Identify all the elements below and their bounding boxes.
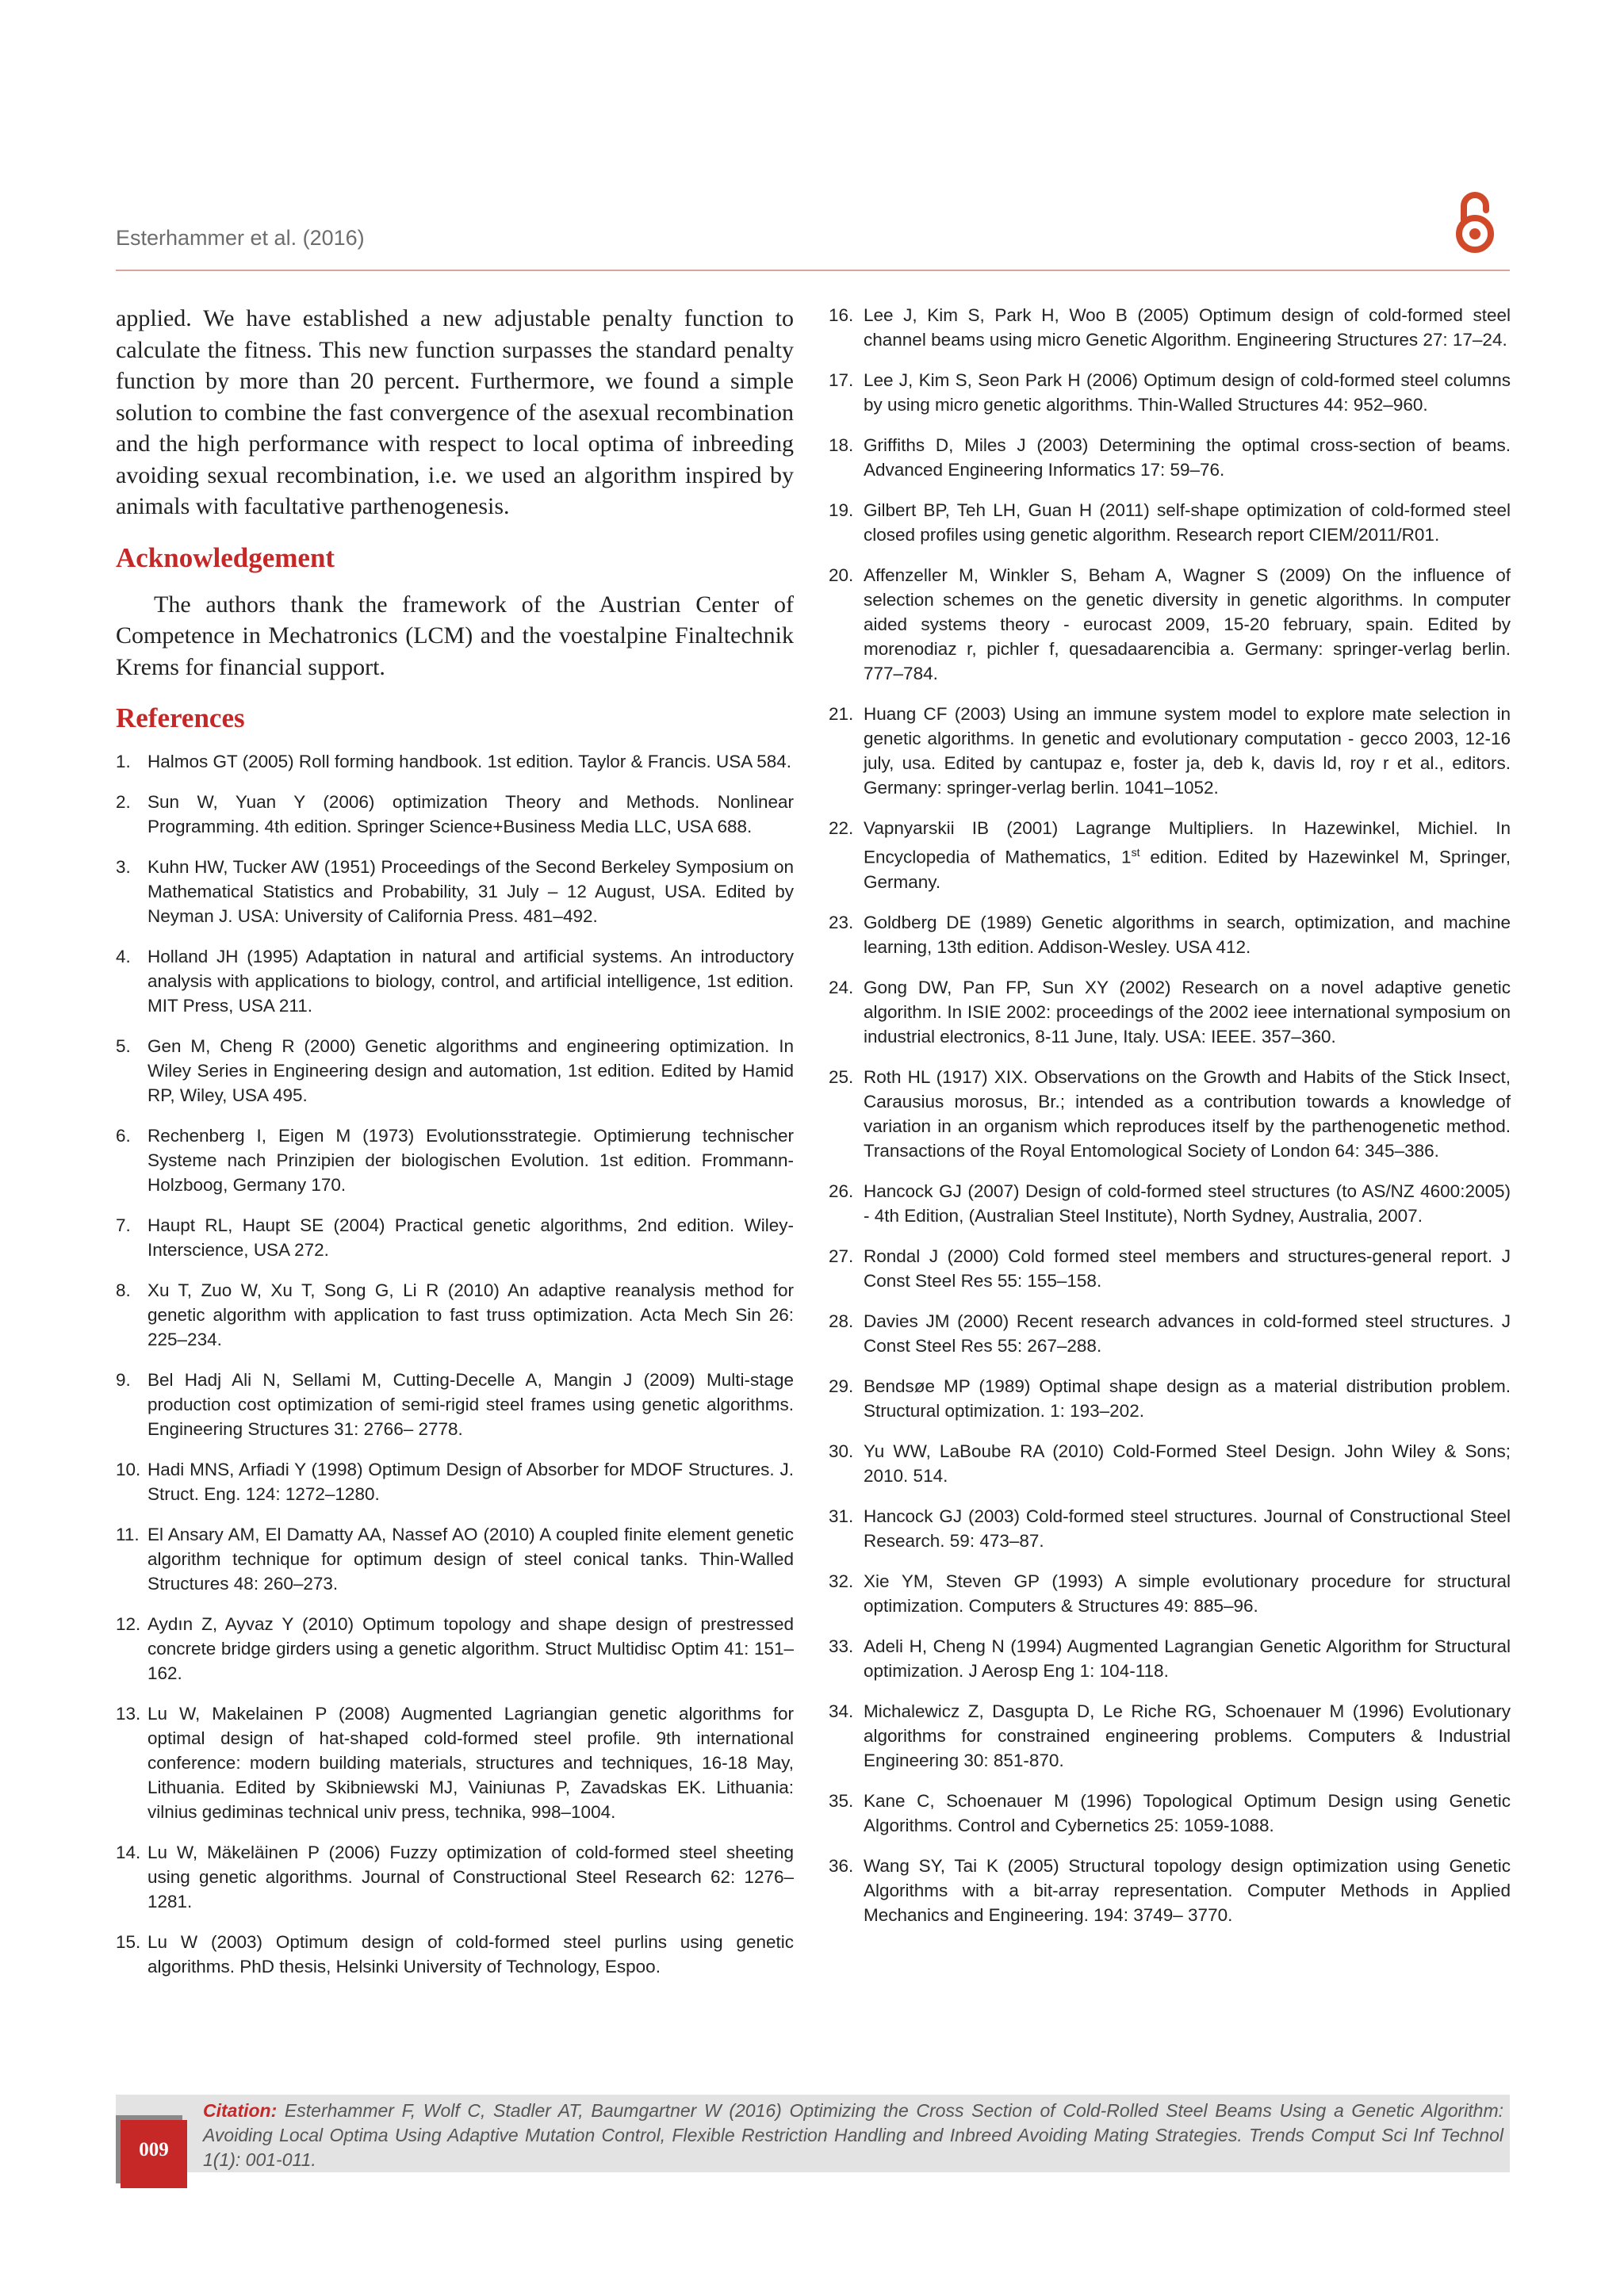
acknowledgement-heading: Acknowledgement xyxy=(116,541,335,573)
header-divider xyxy=(116,270,1510,271)
reference-number: 22. xyxy=(829,818,854,838)
reference-number: 6. xyxy=(116,1126,131,1146)
reference-text: Affenzeller M, Winkler S, Beham A, Wagner S (2009) On the influence of selection schemes on the genetic diversity in genetic algorithms. In computer aided systems theory - eurocast 2009, 15-20 february, spain. Edited by morenodiaz r, pichler f, quesadaarencibia a. Germany: springer-verlag berlin. 777–784. xyxy=(864,565,1511,683)
reference-number: 27. xyxy=(829,1246,854,1266)
reference-item xyxy=(829,975,1511,1049)
reference-number: 24. xyxy=(829,977,854,997)
reference-item xyxy=(829,1309,1511,1358)
reference-number: 36. xyxy=(829,1855,854,1876)
reference-text: Rondal J (2000) Cold formed steel members and structures-general report. J Const Steel Res 55: 155–158. xyxy=(864,1246,1511,1291)
reference-number: 3. xyxy=(116,857,131,877)
reference-number: 20. xyxy=(829,565,854,585)
reference-item xyxy=(829,910,1511,959)
reference-item xyxy=(829,1504,1511,1553)
reference-text: Gilbert BP, Teh LH, Guan H (2011) self-shape optimization of cold-formed steel closed profiles using genetic algorithm. Research report CIEM/2011/R01. xyxy=(864,500,1511,545)
reference-item xyxy=(829,498,1511,547)
reference-number: 32. xyxy=(829,1571,854,1591)
reference-number: 11. xyxy=(116,1525,140,1544)
reference-number: 23. xyxy=(829,912,854,932)
reference-text: Yu WW, LaBoube RA (2010) Cold-Formed Steel Design. John Wiley & Sons; 2010. 514. xyxy=(864,1441,1511,1486)
reference-item xyxy=(116,944,794,1018)
reference-number: 18. xyxy=(829,435,854,455)
reference-text: Huang CF (2003) Using an immune system model to explore mate selection in genetic algorithms. In genetic and evolutionary computation - gecco 2003, 12-16 july, usa. Edited by cantupaz e, foster ja, deb k, davis ld, roy r et al., editors. Germany: springer-verlag berlin. 1041–1052. xyxy=(864,704,1511,798)
reference-text: Michalewicz Z, Dasgupta D, Le Riche RG, Schoenauer M (1996) Evolutionary algorithms for constrained engineering problems. Computers & Industrial Engineering 30: 851-870. xyxy=(864,1701,1511,1770)
reference-list-left xyxy=(116,749,794,1979)
reference-text: Adeli H, Cheng N (1994) Augmented Lagrangian Genetic Algorithm for Structural optimization. J Aerosp Eng 1: 104-118. xyxy=(864,1636,1511,1681)
reference-text: Xie YM, Steven GP (1993) A simple evolutionary procedure for structural optimization. Computers & Structures 49: 885–96. xyxy=(864,1571,1511,1616)
reference-item xyxy=(116,1701,794,1824)
reference-item xyxy=(829,1854,1511,1927)
reference-number: 2. xyxy=(116,792,131,812)
left-column xyxy=(116,303,794,1995)
reference-number: 30. xyxy=(829,1441,854,1461)
reference-number: 10. xyxy=(116,1460,141,1479)
reference-text-part: Vapnyarskii IB (2001) Lagrange Multipliers. In Hazewinkel, Michiel. In Encyclopedia of Mathematics, 1 xyxy=(864,818,1511,867)
reference-text: Hancock GJ (2007) Design of cold-formed steel structures (to AS/NZ 4600:2005) - 4th Edition, (Australian Steel Institute), North Sydney, Australia, 2007. xyxy=(864,1181,1511,1226)
reference-text: El Ansary AM, El Damatty AA, Nassef AO (2010) A coupled finite element genetic algorithm technique for optimum design of steel conical tanks. Thin-Walled Structures 48: 260–273. xyxy=(147,1525,794,1594)
reference-text: Hadi MNS, Arfiadi Y (1998) Optimum Design of Absorber for MDOF Structures. J. Struct. Eng. 124: 1272–1280. xyxy=(147,1460,794,1504)
reference-item xyxy=(116,1123,794,1197)
reference-number: 8. xyxy=(116,1280,131,1300)
reference-item xyxy=(116,1840,794,1914)
reference-superscript: st xyxy=(1131,846,1140,859)
reference-number: 34. xyxy=(829,1701,854,1721)
reference-text: Lu W, Makelainen P (2008) Augmented Lagriangian genetic algorithms for optimal design of hat-shaped cold-formed steel profile. 9th international conference: modern building materials, structures and techniques, 16-18 May, Lithuania. Edited by Skibniewski MJ, Vainiunas P, Zavadskas EK. Lithuania: vilnius gediminas technical univ press, technika, 998–1004. xyxy=(147,1704,794,1822)
reference-text: Davies JM (2000) Recent research advances in cold-formed steel structures. J Const Steel Res 55: 267–288. xyxy=(864,1311,1511,1356)
right-column xyxy=(829,303,1511,1943)
citation-label: Citation: xyxy=(203,2100,278,2121)
reference-item xyxy=(116,855,794,928)
reference-item xyxy=(829,303,1511,352)
reference-item xyxy=(116,749,794,774)
reference-text: Gen M, Cheng R (2000) Genetic algorithms and engineering optimization. In Wiley Series in Engineering design and automation, 1st edition. Edited by Hamid RP, Wiley, USA 495. xyxy=(147,1036,794,1105)
reference-text: Xu T, Zuo W, Xu T, Song G, Li R (2010) An adaptive reanalysis method for genetic algorithm with application to fast truss optimization. Acta Mech Sin 26: 225–234. xyxy=(147,1280,794,1349)
reference-number: 17. xyxy=(829,370,854,390)
reference-number: 26. xyxy=(829,1181,854,1201)
reference-number: 29. xyxy=(829,1376,854,1396)
reference-number: 19. xyxy=(829,500,854,520)
reference-item xyxy=(116,1368,794,1441)
reference-item xyxy=(116,790,794,839)
reference-number: 4. xyxy=(116,947,131,966)
reference-item xyxy=(116,1034,794,1108)
reference-number: 31. xyxy=(829,1506,854,1526)
reference-text: Lu W (2003) Optimum design of cold-formed steel purlins using genetic algorithms. PhD thesis, Helsinki University of Technology, Espoo. xyxy=(147,1932,794,1976)
reference-item xyxy=(829,433,1511,482)
reference-item xyxy=(829,1439,1511,1488)
reference-text: Wang SY, Tai K (2005) Structural topology design optimization using Genetic Algorithms with a bit-array representation. Computer Methods in Applied Mechanics and Engineering. 194: 3749– 3770. xyxy=(864,1855,1511,1925)
reference-number: 9. xyxy=(116,1370,131,1390)
reference-text: Rechenberg I, Eigen M (1973) Evolutionsstrategie. Optimierung technischer Systeme nach Prinzipien der biologischen Evolution. 1st edition. Frommann-Holzboog, Germany 170. xyxy=(147,1126,794,1195)
reference-item xyxy=(829,702,1511,800)
reference-number: 15. xyxy=(116,1932,141,1952)
reference-number: 1. xyxy=(116,752,131,771)
references-heading: References xyxy=(116,702,245,733)
reference-item xyxy=(829,1065,1511,1163)
reference-number: 21. xyxy=(829,704,854,724)
reference-item xyxy=(829,1374,1511,1423)
citation-body: Esterhammer F, Wolf C, Stadler AT, Baumgartner W (2016) Optimizing the Cross Section of Cold-Rolled Steel Beams Using a Genetic Algorithm: Avoiding Local Optima Using Adaptive Mutation Control, Flexible Restriction Handling and Inbreed Avoiding Mating Strategies. Trends Comput Sci Inf Technol 1(1): 001-011. xyxy=(203,2100,1503,2170)
reference-item xyxy=(829,1789,1511,1838)
reference-text: Lee J, Kim S, Seon Park H (2006) Optimum design of cold-formed steel columns by using micro genetic algorithms. Thin-Walled Structures 44: 952–960. xyxy=(864,370,1511,415)
reference-item xyxy=(829,563,1511,686)
reference-item xyxy=(116,1522,794,1596)
reference-number: 13. xyxy=(116,1704,141,1724)
reference-item xyxy=(829,1634,1511,1683)
reference-number: 16. xyxy=(829,305,854,325)
reference-text: Sun W, Yuan Y (2006) optimization Theory and Methods. Nonlinear Programming. 4th edition. Springer Science+Business Media LLC, USA 688. xyxy=(147,792,794,836)
reference-item xyxy=(829,1699,1511,1773)
reference-text-part: edition. Edited by Hazewinkel M, Springer, Germany. xyxy=(864,847,1511,892)
reference-number: 25. xyxy=(829,1066,854,1087)
reference-number: 5. xyxy=(116,1036,131,1056)
reference-number: 35. xyxy=(829,1790,854,1811)
reference-text: Lee J, Kim S, Park H, Woo B (2005) Optimum design of cold-formed steel channel beams using micro Genetic Algorithm. Engineering Structures 27: 17–24. xyxy=(864,305,1511,350)
reference-text: Hancock GJ (2003) Cold-formed steel structures. Journal of Constructional Steel Research. 59: 473–87. xyxy=(864,1506,1511,1551)
reference-text: Roth HL (1917) XIX. Observations on the Growth and Habits of the Stick Insect, Carausius morosus, Br.; intended as a contribution towards a knowledge of variation in an organism which reproduces itself by the parthenogenetic method. Transactions of the Royal Entomological Society of London 64: 345–386. xyxy=(864,1066,1511,1161)
reference-number: 33. xyxy=(829,1636,854,1656)
reference-text: Bel Hadj Ali N, Sellami M, Cutting-Decelle A, Mangin J (2009) Multi-stage production cost optimization of semi-rigid steel frames using genetic algorithms. Engineering Structures 31: 2766– 2778. xyxy=(147,1370,794,1439)
reference-item xyxy=(829,1244,1511,1293)
acknowledgement-text: The authors thank the framework of the Austrian Center of Competence in Mechatronics (LCM) and the voestalpine Finaltechnik Krems for financial support. xyxy=(116,591,794,680)
reference-text xyxy=(864,816,1511,894)
reference-text: Bendsøe MP (1989) Optimal shape design as a material distribution problem. Structural optimization. 1: 193–202. xyxy=(864,1376,1511,1421)
reference-list-right xyxy=(829,303,1511,1927)
reference-text: Griffiths D, Miles J (2003) Determining the optimal cross-section of beams. Advanced Engineering Informatics 17: 59–76. xyxy=(864,435,1511,480)
reference-item xyxy=(116,1612,794,1686)
open-access-icon xyxy=(1453,189,1497,255)
reference-text: Aydın Z, Ayvaz Y (2010) Optimum topology and shape design of prestressed concrete bridge girders using a genetic algorithm. Struct Multidisc Optim 41: 151–162. xyxy=(147,1614,794,1683)
reference-number: 7. xyxy=(116,1215,131,1235)
conclusion-paragraph: applied. We have established a new adjustable penalty function to calculate the fitness. This new function surpasses the standard penalty function by more than 20 percent. Furthermore, we found a simple solution to combine the fast convergence of the asexual recombination and the high performance with respect to local optima of inbreeding avoiding sexual recombination, i.e. we used an algorithm inspired by animals with facultative parthenogenesis. xyxy=(116,305,794,519)
reference-text: Halmos GT (2005) Roll forming handbook. 1st edition. Taylor & Francis. USA 584. xyxy=(147,752,792,771)
reference-text: Lu W, Mäkeläinen P (2006) Fuzzy optimization of cold-formed steel sheeting using genetic algorithms. Journal of Constructional Steel Research 62: 1276–1281. xyxy=(147,1843,794,1911)
reference-item xyxy=(829,1179,1511,1228)
reference-number: 28. xyxy=(829,1311,854,1331)
reference-item xyxy=(116,1457,794,1506)
reference-item xyxy=(116,1278,794,1352)
running-header-author: Esterhammer et al. (2016) xyxy=(116,226,365,250)
reference-number: 14. xyxy=(116,1843,141,1862)
page-number: 009 xyxy=(139,2139,169,2160)
reference-item xyxy=(116,1213,794,1262)
reference-text: Kuhn HW, Tucker AW (1951) Proceedings of the Second Berkeley Symposium on Mathematical Statistics and Probability, 31 July – 12 August, USA. Edited by Neyman J. USA: University of California Press. 481–492. xyxy=(147,857,794,926)
reference-text: Holland JH (1995) Adaptation in natural and artificial systems. An introductory analysis with applications to biology, control, and artificial intelligence, 1st edition. MIT Press, USA 211. xyxy=(147,947,794,1016)
reference-text: Kane C, Schoenauer M (1996) Topological Optimum Design using Genetic Algorithms. Control and Cybernetics 25: 1059-1088. xyxy=(864,1790,1511,1835)
reference-text: Haupt RL, Haupt SE (2004) Practical genetic algorithms, 2nd edition. Wiley-Interscience, USA 272. xyxy=(147,1215,794,1260)
reference-item xyxy=(829,1569,1511,1618)
reference-item xyxy=(116,1930,794,1979)
reference-number: 12. xyxy=(116,1614,141,1634)
citation-text xyxy=(203,2099,1503,2172)
reference-text: Goldberg DE (1989) Genetic algorithms in search, optimization, and machine learning, 13th edition. Addison-Wesley. USA 412. xyxy=(864,912,1511,957)
reference-item xyxy=(829,368,1511,417)
reference-item xyxy=(829,816,1511,894)
reference-text: Gong DW, Pan FP, Sun XY (2002) Research on a novel adaptive genetic algorithm. In ISIE 2002: proceedings of the 2002 ieee international symposium on industrial electronics, 8-11 June, Italy. USA: IEEE. 357–360. xyxy=(864,977,1511,1047)
